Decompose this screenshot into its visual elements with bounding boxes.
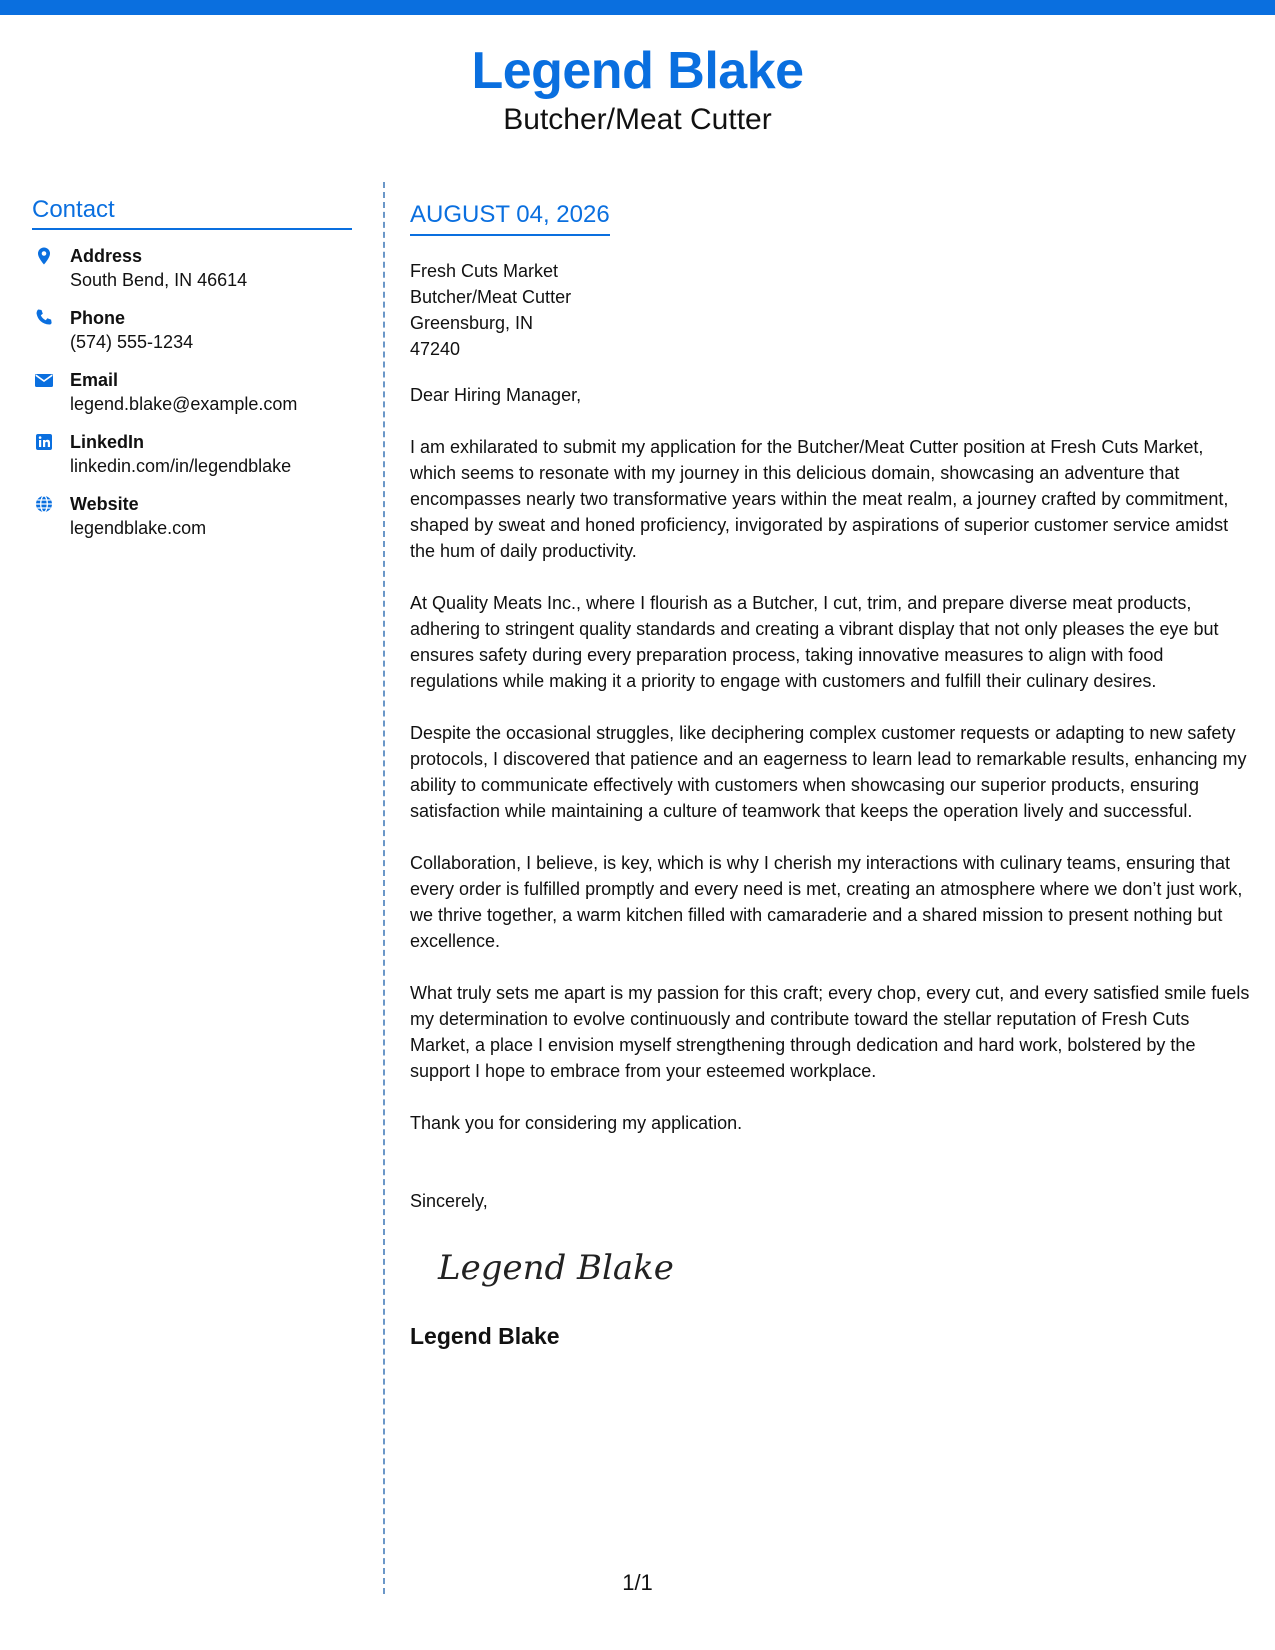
phone-icon: [34, 308, 54, 328]
paragraph: Collaboration, I believe, is key, which is why I cherish my interactions with culinary teams, ensuring that every order is fulfilled promptly and every need is met, creating an atmosphere where we don’t just work, we thrive together, a warm kitchen filled with camaraderie and a shared mission to present nothing but excellence.: [410, 853, 1243, 951]
recipient-position: Butcher/Meat Cutter: [410, 287, 572, 307]
contact-value-phone: (574) 555-1234: [70, 332, 194, 352]
top-accent-bar: [0, 0, 1275, 15]
contact-value-linkedin[interactable]: linkedin.com/in/legendblake: [70, 456, 292, 476]
contact-value-address: South Bend, IN 46614: [70, 270, 248, 290]
contact-item-website: [32, 492, 352, 540]
handwritten-signature: Legend Blake: [438, 1248, 674, 1288]
column-divider: [383, 182, 385, 1594]
paragraph: Thank you for considering my application.: [410, 1113, 743, 1133]
contact-label-linkedin: LinkedIn: [70, 432, 145, 452]
contact-label-website: Website: [70, 494, 139, 514]
email-icon: [34, 370, 54, 390]
contact-item-linkedin: [32, 430, 352, 478]
resume-header: [0, 40, 1275, 138]
recipient-company: Fresh Cuts Market: [410, 261, 559, 281]
recipient-block: [410, 258, 1250, 362]
contact-heading: Contact: [32, 196, 352, 230]
closing: Sincerely,: [410, 1191, 488, 1211]
contact-value-website[interactable]: legendblake.com: [70, 518, 207, 538]
paragraph: Despite the occasional struggles, like deciphering complex customer requests or adapting to new safety protocols, I discovered that patience and an eagerness to learn lead to remarkable results, enhancing my ability to communicate effectively with customers when showcasing our superior products, ensuring satisfaction while maintaining a culture of teamwork that keeps the operation lively and successful.: [410, 723, 1247, 821]
page-number: 1/1: [622, 1570, 653, 1595]
contact-label-address: Address: [70, 246, 143, 266]
paragraph: I am exhilarated to submit my application for the Butcher/Meat Cutter position at Fresh Cuts Market, which seems to resonate with my journey in this delicious domain, showcasing an adventure that encompasses nearly two transformative years within the meat realm, a journey crafted by commitment, shaped by sweat and honed proficiency, invigorated by aspirations of superior customer service amidst the hum of daily productivity.: [410, 437, 1229, 561]
contact-value-email[interactable]: legend.blake@example.com: [70, 394, 298, 414]
applicant-job-title: Butcher/Meat Cutter: [503, 103, 772, 136]
contact-item-address: [32, 244, 352, 292]
applicant-name: Legend Blake: [471, 42, 804, 100]
letter-body: [410, 200, 1250, 1350]
location-pin-icon: [34, 246, 54, 266]
contact-item-email: [32, 368, 352, 416]
salutation: Dear Hiring Manager,: [410, 385, 582, 405]
signer-name: Legend Blake: [410, 1323, 560, 1349]
letter-date: AUGUST 04, 2026: [410, 200, 610, 236]
paragraph: At Quality Meats Inc., where I flourish as a Butcher, I cut, trim, and prepare diverse meat products, adhering to stringent quality standards and creating a vibrant display that not only pleases the eye but ensures safety during every preparation process, taking innovative measures to align with food regulations while making it a priority to engage with customers and fulfill their culinary desires.: [410, 593, 1219, 691]
contact-sidebar: [32, 196, 352, 540]
linkedin-icon: [34, 432, 54, 452]
contact-item-phone: [32, 306, 352, 354]
recipient-city: Greensburg, IN: [410, 313, 534, 333]
contact-label-phone: Phone: [70, 308, 126, 328]
paragraph: What truly sets me apart is my passion for this craft; every chop, every cut, and every satisfied smile fuels my determination to evolve continuously and contribute toward the stellar reputation of Fresh Cuts Market, a place I envision myself strengthening through dedication and hard work, bolstered by the support I hope to embrace from your esteemed workplace.: [410, 983, 1250, 1081]
recipient-zip: 47240: [410, 339, 461, 359]
globe-icon: [34, 494, 54, 514]
contact-label-email: Email: [70, 370, 119, 390]
